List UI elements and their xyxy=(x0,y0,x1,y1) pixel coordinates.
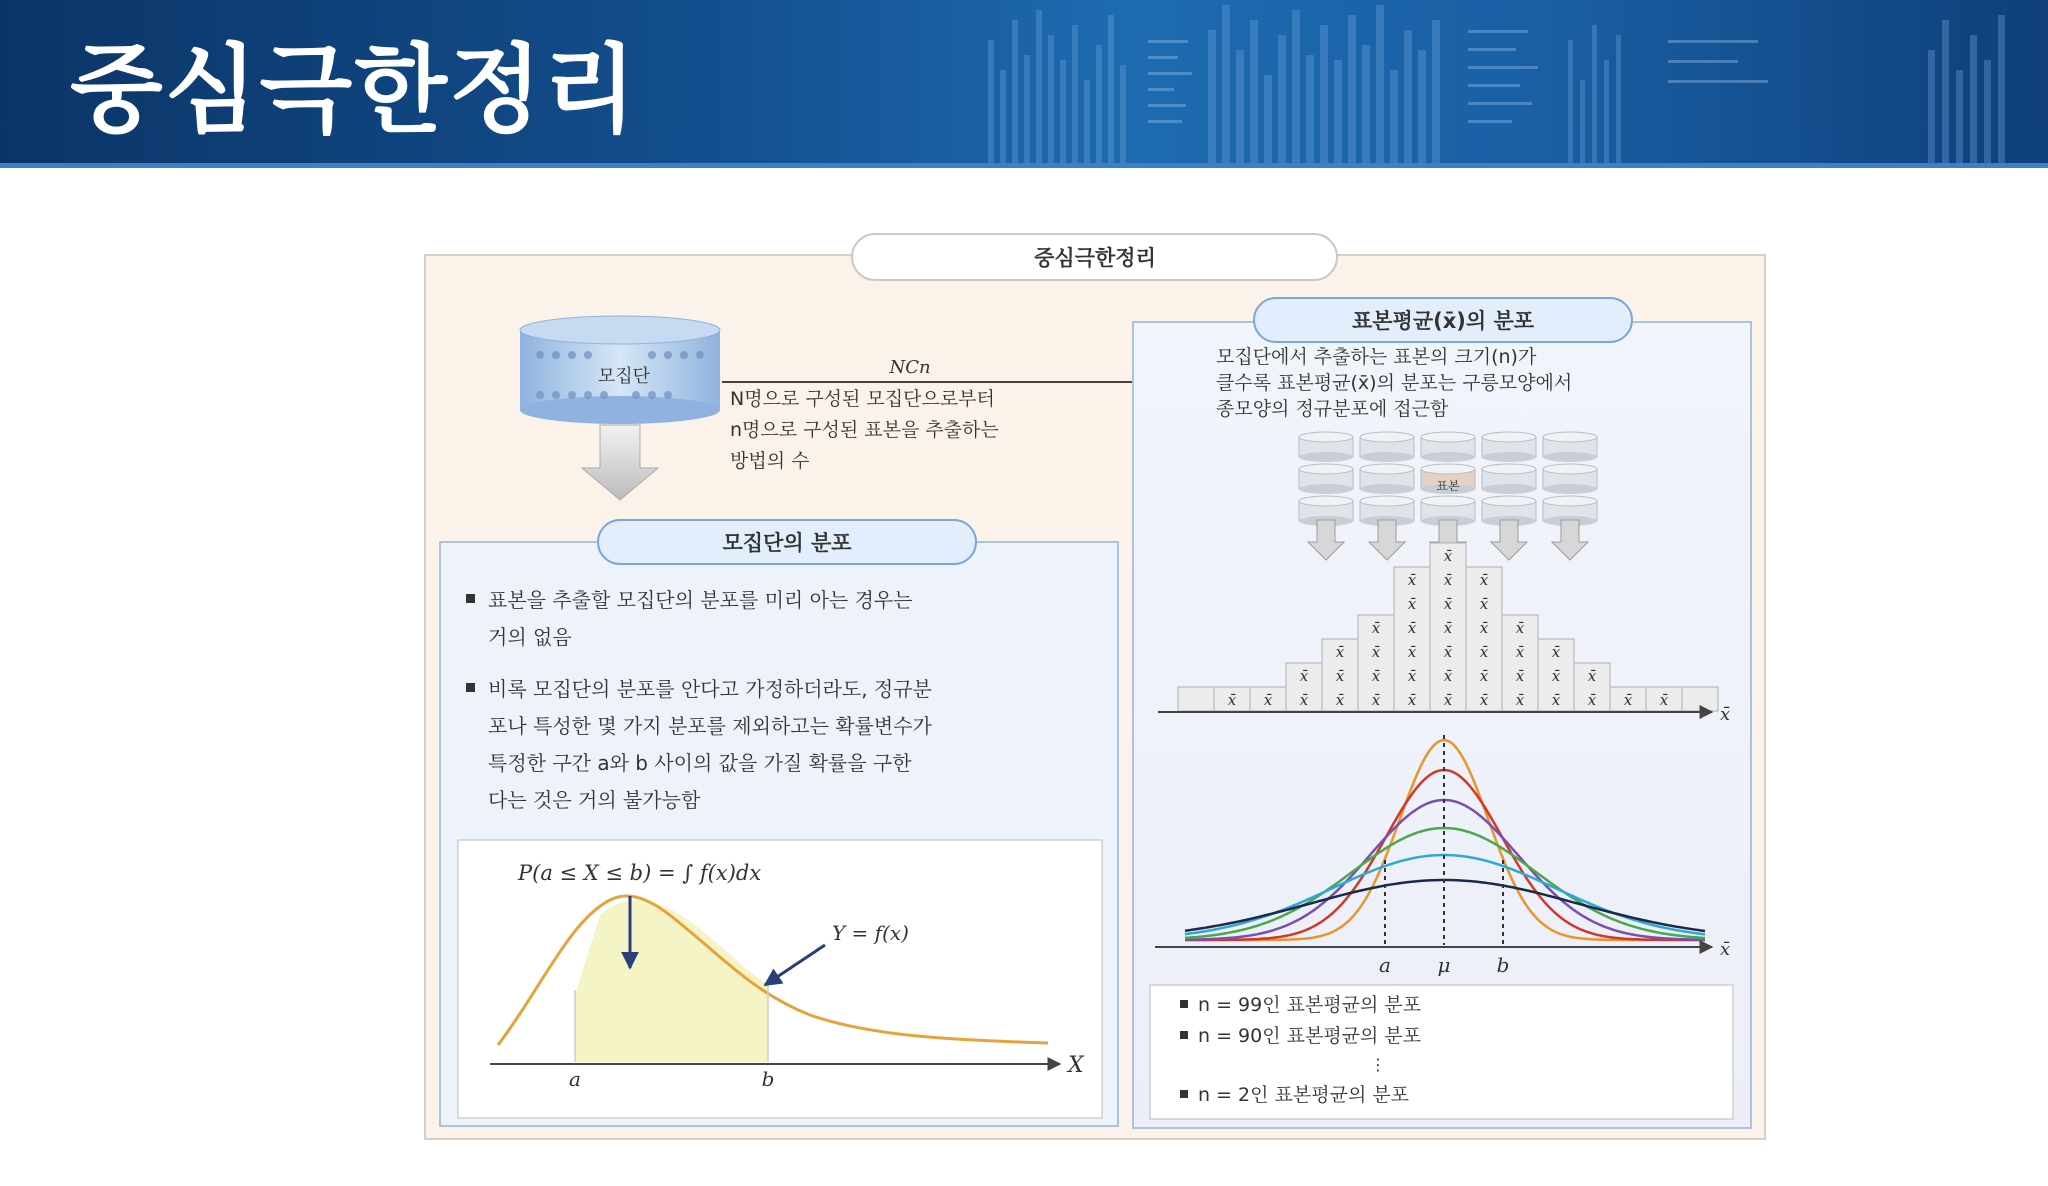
xbar-label: x̄ xyxy=(1659,691,1669,709)
sample-cylinder xyxy=(1360,464,1414,494)
legend-bullet xyxy=(1180,1031,1188,1039)
xbar-label: x̄ xyxy=(1227,691,1237,709)
xbar-label: x̄ xyxy=(1407,667,1417,685)
xbar-label: x̄ xyxy=(1443,547,1453,565)
legend-item-2: n = 90인 표본평균의 분포 xyxy=(1198,1025,1422,1047)
sample-label: 표본 xyxy=(1436,479,1460,493)
sample-cylinder xyxy=(1543,464,1597,494)
legend-ellipsis: ⋮ xyxy=(1370,1055,1386,1074)
xbar-label: x̄ xyxy=(1587,691,1597,709)
xbar-label: x̄ xyxy=(1443,691,1453,709)
sample-cylinder xyxy=(1482,464,1536,494)
curve-tick-a: a xyxy=(1379,953,1391,977)
sample-cylinder xyxy=(1299,432,1353,462)
bullet-2-line-4: 다는 것은 거의 불가능함 xyxy=(488,788,701,812)
sample-cylinder xyxy=(1421,432,1475,462)
probability-formula: P(a ≤ X ≤ b) = ∫ f(x)dx xyxy=(518,861,762,885)
xbar-label: x̄ xyxy=(1551,643,1561,661)
combination-symbol: NCn xyxy=(889,357,931,378)
xbar-label: x̄ xyxy=(1515,691,1525,709)
legend-item-3: n = 2인 표본평균의 분포 xyxy=(1198,1084,1410,1106)
right-desc-line-2: 클수록 표본평균(x̄)의 분포는 구릉모양에서 xyxy=(1216,372,1573,394)
xbar-label: x̄ xyxy=(1335,667,1345,685)
xbar-label: x̄ xyxy=(1407,571,1417,589)
xbar-label: x̄ xyxy=(1443,595,1453,613)
legend-bullet xyxy=(1180,1090,1188,1098)
bullet-1-line-1: 표본을 추출할 모집단의 분포를 미리 아는 경우는 xyxy=(488,588,913,612)
bullet-marker xyxy=(466,683,475,692)
curve-tick-mu: μ xyxy=(1437,953,1451,977)
xbar-label: x̄ xyxy=(1479,643,1489,661)
xbar-label: x̄ xyxy=(1443,619,1453,637)
population-label: 모집단 xyxy=(597,366,651,387)
xbar-label: x̄ xyxy=(1479,571,1489,589)
xbar-label: x̄ xyxy=(1443,571,1453,589)
right-desc-line-3: 종모양의 정규분포에 접근함 xyxy=(1216,398,1449,420)
xbar-label: x̄ xyxy=(1515,667,1525,685)
xbar-label: x̄ xyxy=(1443,643,1453,661)
xbar-label: x̄ xyxy=(1263,691,1273,709)
xbar-label: x̄ xyxy=(1299,691,1309,709)
xbar-label: x̄ xyxy=(1371,619,1381,637)
bullet-2-line-2: 포나 특성한 몇 가지 분포를 제외하고는 확률변수가 xyxy=(488,714,932,738)
curve-tick-b: b xyxy=(1496,953,1510,977)
histogram-axis-label: x̄ xyxy=(1720,704,1731,725)
sample-cylinder xyxy=(1482,432,1536,462)
xbar-label: x̄ xyxy=(1407,619,1417,637)
combination-desc-line-2: n명으로 구성된 표본을 추출하는 xyxy=(730,419,999,441)
curve-label: Y = f(x) xyxy=(832,921,909,945)
sample-cylinder xyxy=(1360,432,1414,462)
combination-desc-line-1: N명으로 구성된 모집단으로부터 xyxy=(730,388,995,410)
xbar-label: x̄ xyxy=(1515,643,1525,661)
population-cylinder xyxy=(520,316,720,424)
xbar-label: x̄ xyxy=(1371,643,1381,661)
xbar-label: x̄ xyxy=(1551,691,1561,709)
xbar-label: x̄ xyxy=(1479,619,1489,637)
xbar-label: x̄ xyxy=(1335,691,1345,709)
xbar-label: x̄ xyxy=(1407,643,1417,661)
xbar-label: x̄ xyxy=(1371,691,1381,709)
xbar-label: x̄ xyxy=(1407,691,1417,709)
xbar-label: x̄ xyxy=(1371,667,1381,685)
page-title: 중심극한정리 xyxy=(70,34,639,146)
legend-bullet xyxy=(1180,1000,1188,1008)
main-title: 중심극한정리 xyxy=(1034,246,1156,270)
tick-b: b xyxy=(761,1067,775,1091)
xbar-label: x̄ xyxy=(1515,619,1525,637)
xbar-label: x̄ xyxy=(1587,667,1597,685)
bullet-2-line-1: 비록 모집단의 분포를 안다고 가정하더라도, 정규분 xyxy=(488,677,932,701)
xbar-label: x̄ xyxy=(1299,667,1309,685)
bullet-marker xyxy=(466,594,475,603)
xbar-label: x̄ xyxy=(1479,595,1489,613)
histogram-bar xyxy=(1178,687,1214,711)
combination-desc-line-3: 방법의 수 xyxy=(730,450,810,472)
bullet-1-line-2: 거의 없음 xyxy=(488,625,572,649)
histogram-bar xyxy=(1682,687,1718,711)
xbar-label: x̄ xyxy=(1479,667,1489,685)
bullet-2-line-3: 특정한 구간 a와 b 사이의 값을 가질 확률을 구한 xyxy=(488,751,912,775)
x-axis-label: X xyxy=(1068,1053,1084,1078)
xbar-label: x̄ xyxy=(1335,643,1345,661)
sample-cylinder xyxy=(1543,432,1597,462)
legend-item-1: n = 99인 표본평균의 분포 xyxy=(1198,994,1422,1016)
left-panel-title: 모집단의 분포 xyxy=(722,531,852,555)
xbar-label: x̄ xyxy=(1443,667,1453,685)
xbar-label: x̄ xyxy=(1479,691,1489,709)
xbar-label: x̄ xyxy=(1407,595,1417,613)
right-panel-title: 표본평균(x̄)의 분포 xyxy=(1351,309,1535,333)
sample-cylinder xyxy=(1299,464,1353,494)
tick-a: a xyxy=(569,1067,581,1091)
right-desc-line-1: 모집단에서 추출하는 표본의 크기(n)가 xyxy=(1216,346,1537,368)
curve-axis-label: x̄ xyxy=(1720,939,1731,960)
xbar-label: x̄ xyxy=(1551,667,1561,685)
xbar-label: x̄ xyxy=(1623,691,1633,709)
